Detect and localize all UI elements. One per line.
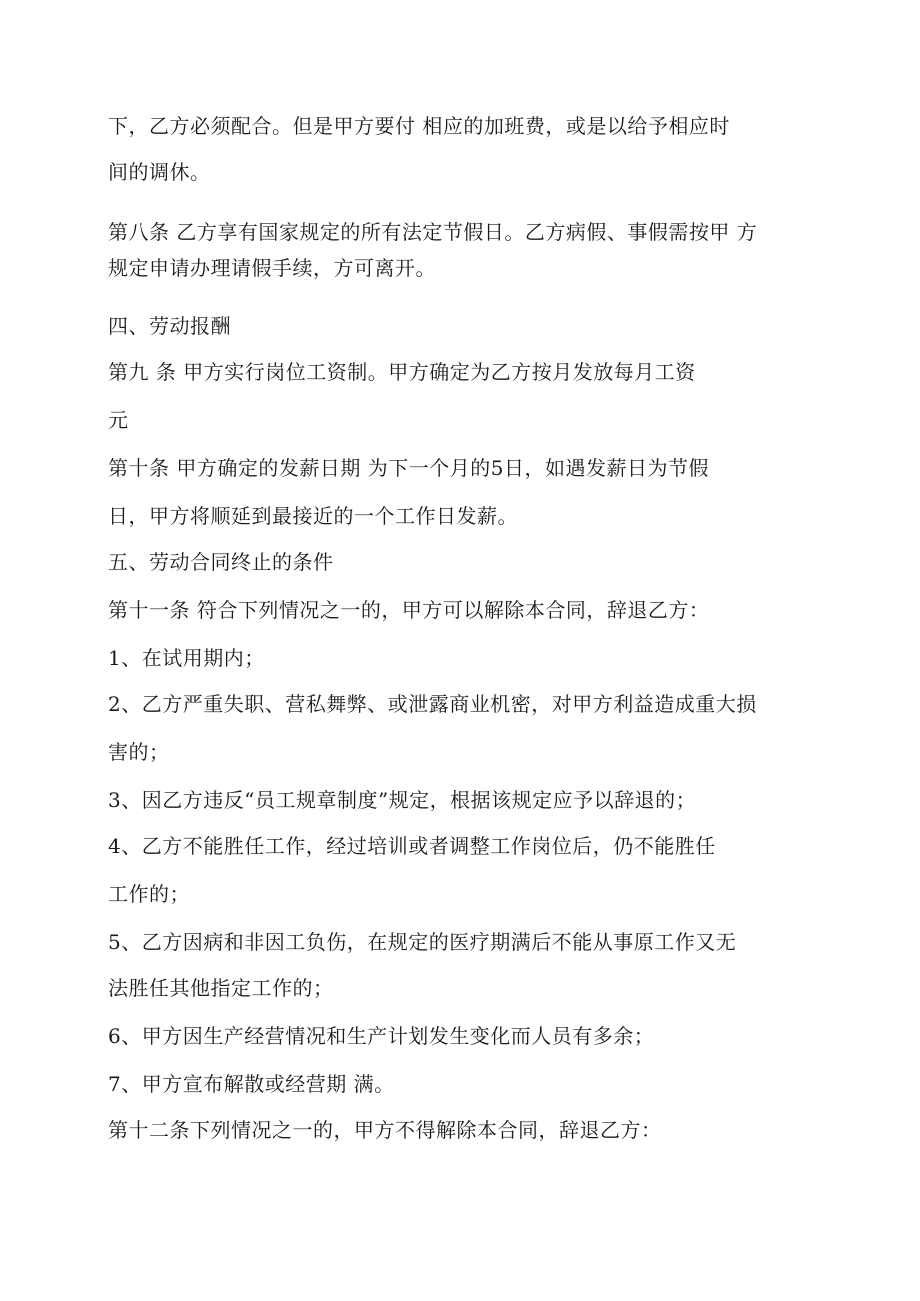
- paragraph-line-time-off: 间的调休。: [108, 160, 211, 184]
- list-item-1: 1、在试用期内；: [108, 646, 265, 670]
- article-12-line: 第十二条下列情况之一的，甲方不得解除本合同，辞退乙方：: [108, 1118, 662, 1142]
- section-heading-termination: 五、劳动合同终止的条件: [108, 550, 334, 574]
- article-9-line-1: 第九 条 甲方实行岗位工资制。甲方确定为乙方按月发放每月工资: [108, 360, 696, 384]
- list-item-3: 3、因乙方违反“员工规章制度”规定，根据该规定应予以辞退的；: [108, 788, 697, 812]
- article-10-line-1: 第十条 甲方确定的发薪日期 为下一个月的5日，如遇发薪日为节假: [108, 456, 709, 480]
- list-item-4-line-2: 工作的；: [108, 882, 190, 906]
- list-item-2-line-1: 2、乙方严重失职、营私舞弊、或泄露商业机密，对甲方利益造成重大损: [108, 692, 757, 716]
- list-item-6: 6、甲方因生产经营情况和生产计划发生变化而人员有多余；: [108, 1024, 655, 1048]
- paragraph-line-overtime-pay: 下，乙方必须配合。但是甲方要付 相应的加班费，或是以给予相应时: [108, 114, 730, 138]
- article-8-line-1: 第八条 乙方享有国家规定的所有法定节假日。乙方病假、事假需按甲 方: [108, 220, 758, 244]
- article-11-line: 第十一条 符合下列情况之一的，甲方可以解除本合同，辞退乙方：: [108, 598, 710, 622]
- list-item-4-line-1: 4、乙方不能胜任工作，经过培训或者调整工作岗位后，仍不能胜任: [108, 834, 716, 858]
- article-10-line-2: 日，甲方将顺延到最接近的一个工作日发薪。: [108, 504, 518, 528]
- list-item-7: 7、甲方宣布解散或经营期 满。: [108, 1072, 395, 1096]
- section-heading-remuneration: 四、劳动报酬: [108, 314, 231, 338]
- list-item-5-line-1: 5、乙方因病和非因工负伤，在规定的医疗期满后不能从事原工作又无: [108, 930, 737, 954]
- article-8-line-2: 规定申请办理请假手续，方可离开。: [108, 256, 436, 280]
- article-9-line-2: 元: [108, 408, 129, 432]
- list-item-5-line-2: 法胜任其他指定工作的；: [108, 976, 334, 1000]
- list-item-2-line-2: 害的；: [108, 740, 170, 764]
